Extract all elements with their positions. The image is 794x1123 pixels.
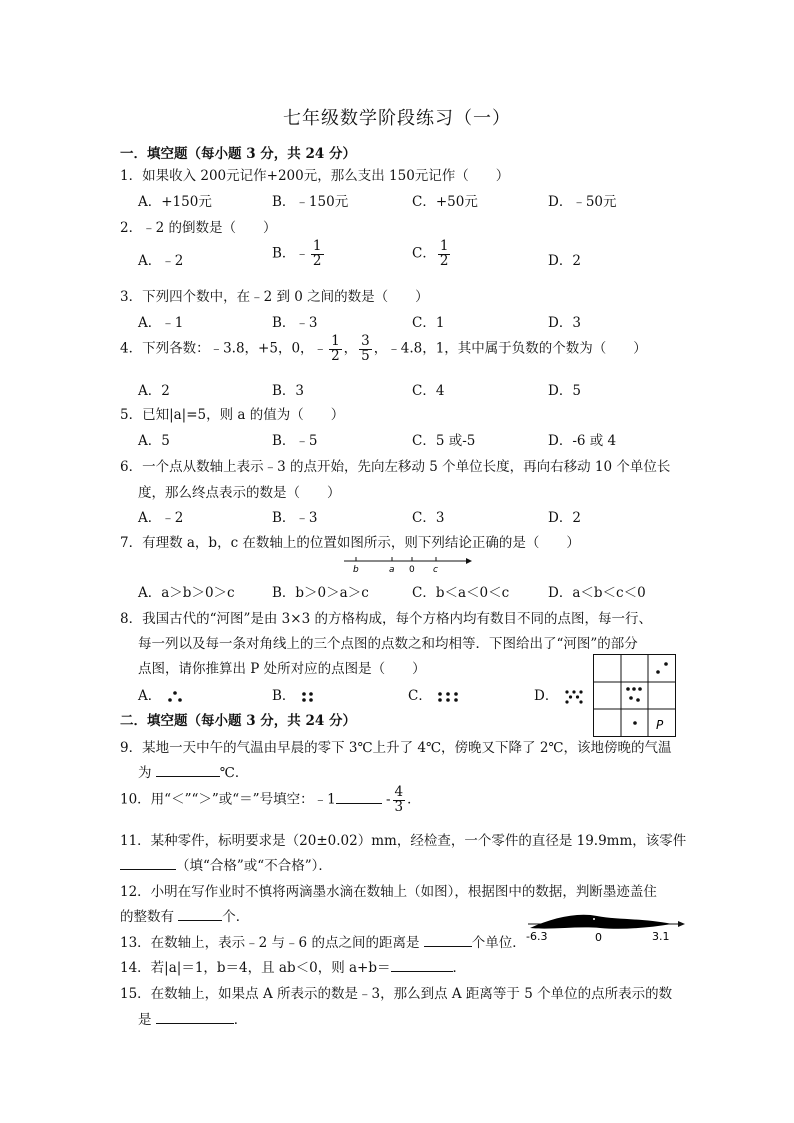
- q6-option-a: A．﹣2: [138, 510, 184, 526]
- q7-option-d: D．a＜b＜c＜0: [548, 585, 646, 601]
- q2-option-c-prefix: C．: [412, 245, 436, 262]
- q7-number-line: [340, 554, 475, 576]
- q4-stem: [120, 335, 647, 363]
- axis-arrow: [678, 921, 685, 927]
- q1-option-d: D．﹣50元: [548, 194, 617, 210]
- dots-7-icon: [563, 689, 585, 705]
- q9-line-2-start: 为: [138, 765, 156, 781]
- dots-4-icon: [300, 690, 316, 704]
- cell-top-right-dots: [656, 662, 668, 674]
- q3-option-a: A．﹣1: [138, 315, 184, 331]
- q12-line-2-start: 的整数有: [120, 909, 179, 925]
- q10-stem-mid: -: [381, 791, 391, 808]
- axis-label-b: b: [353, 565, 359, 575]
- q8-option-d-label: D．: [534, 688, 559, 704]
- q12-line-2-end: 个．: [222, 909, 250, 925]
- fraction-numerator: 4: [394, 784, 404, 800]
- q13-stem: [120, 931, 526, 951]
- q15-answer-blank[interactable]: [156, 1009, 234, 1024]
- fraction-denominator: 2: [331, 347, 340, 364]
- q2-option-b-prefix: B．﹣: [272, 245, 309, 262]
- q14-answer-blank[interactable]: [391, 957, 453, 972]
- q3-option-b: B．﹣3: [272, 315, 318, 331]
- q1-option-c: C．+50元: [412, 194, 478, 210]
- q5-option-c: C．5 或-5: [412, 433, 476, 449]
- q8-option-b: [272, 684, 316, 704]
- axis-arrow: [466, 558, 472, 564]
- q6-option-c: C．3: [412, 510, 445, 526]
- q1-option-b: B．﹣150元: [272, 194, 349, 210]
- q6-option-b: B．﹣3: [272, 510, 318, 526]
- q4-option-b: B．3: [272, 383, 305, 399]
- q9-line-2-end: ℃．: [219, 765, 249, 781]
- q14-stem: [120, 956, 466, 976]
- q12-answer-blank[interactable]: [178, 906, 222, 921]
- q2-option-c-fraction: [438, 240, 451, 268]
- q15-line-2-start: 是: [138, 1012, 156, 1028]
- ink-blot: [530, 915, 672, 929]
- q2-stem: 2．﹣2 的倒数是（ ）: [120, 220, 277, 236]
- q1-stem: 1．如果收入 200元记作+200元，那么支出 150元记作（ ）: [120, 168, 510, 184]
- q11-line-2: [120, 854, 332, 874]
- q14-stem-start: 14．若|a|＝1，b＝4，且 ab＜0，则 a+b＝: [120, 960, 391, 976]
- hetu-grid: [593, 654, 677, 738]
- dots-6-icon: [436, 690, 460, 704]
- q2-option-d: D．2: [548, 253, 581, 269]
- q8-option-a-label: A．: [138, 688, 162, 704]
- dots-3-icon: [166, 690, 184, 704]
- q13-stem-end: 个单位．: [471, 935, 526, 951]
- q9-line-2: [138, 761, 248, 781]
- q3-option-c: C．1: [412, 315, 445, 331]
- section-1-heading: 一．填空题（每小题 3 分，共 24 分）: [120, 146, 356, 162]
- q11-answer-blank[interactable]: [120, 855, 176, 870]
- q7-option-c: C．b＜a＜0＜c: [412, 585, 510, 601]
- q12-line-1: 12．小明在写作业时不慎将两滴墨水滴在数轴上（如图），根据图中的数据，判断墨迹盖住: [120, 884, 657, 900]
- q8-option-c: [408, 684, 460, 704]
- q3-option-d: D．3: [548, 315, 581, 331]
- q13-answer-blank[interactable]: [424, 932, 472, 947]
- fraction-denominator: 3: [394, 798, 404, 815]
- q9-line-1: 9．某地一天中午的气温由早晨的零下 3℃上升了 4℃，傍晚又下降了 2℃，该地傍晚的气温: [120, 740, 672, 756]
- q8-option-d: [534, 684, 585, 705]
- q2-option-b-fraction: [311, 240, 324, 268]
- q12-ink-number-line: [522, 904, 688, 944]
- q4-stem-start: 4．下列各数：﹣3.8，+5，0，﹣: [120, 340, 328, 357]
- q6-line-2: 度，那么终点表示的数是（ ）: [138, 485, 341, 501]
- q8-line-3: 点图，请你推算出 P 处所对应的点图是（ ）: [138, 661, 426, 677]
- q6-option-d: D．2: [548, 510, 581, 526]
- q2-option-c: [412, 240, 452, 268]
- q4-separator: ，: [343, 340, 358, 357]
- q4-option-a: A．2: [138, 383, 170, 399]
- q15-line-2: [138, 1008, 247, 1028]
- page-title: 七年级数学阶段练习（一）: [283, 108, 511, 129]
- q6-line-1: 6．一个点从数轴上表示﹣3 的点开始，先向左移动 5 个单位长度，再向右移动 10 个单位长: [120, 459, 671, 475]
- q7-stem: 7．有理数 a，b，c 在数轴上的位置如图所示，则下列结论正确的是（ ）: [120, 535, 580, 551]
- fraction-denominator: 2: [439, 252, 449, 269]
- q7-option-b: B．b＞0＞a＞c: [272, 585, 369, 601]
- zero-point: [593, 918, 595, 920]
- q14-stem-end: ．: [452, 960, 467, 976]
- q15-line-1: 15．在数轴上，如果点 A 所表示的数是﹣3，那么到点 A 距离等于 5 个单位的点所表示的数: [120, 986, 673, 1002]
- q3-stem: 3．下列四个数中，在﹣2 到 0 之间的数是（ ）: [120, 289, 429, 305]
- q5-stem: 5．已知|a|=5，则 a 的值为（ ）: [120, 407, 345, 423]
- q5-option-a: A．5: [138, 433, 170, 449]
- q9-answer-blank[interactable]: [156, 762, 220, 777]
- q10-stem-start: 10．用“＜”“＞”或“＝”号填空：﹣1: [120, 791, 336, 808]
- q10-stem: [120, 786, 421, 814]
- fraction-denominator: 2: [312, 252, 322, 269]
- q8-option-b-label: B．: [272, 688, 296, 704]
- section-2-heading: 二．填空题（每小题 3 分，共 24 分）: [120, 713, 356, 729]
- q4-stem-end: ，﹣4.8，1，其中属于负数的个数为（ ）: [373, 340, 647, 357]
- axis-label-c: c: [433, 565, 438, 575]
- q10-answer-blank[interactable]: [336, 789, 382, 804]
- q5-option-d: D．-6 或 4: [548, 433, 617, 449]
- q11-line-1: 11．某种零件，标明要求是（20±0.02）mm，经检查，一个零件的直径是 19.9mm，该零件: [120, 833, 687, 849]
- q8-line-1: 8．我国古代的“河图”是由 3×3 的方格构成，每个方格内均有数目不同的点图，每一行、: [120, 611, 652, 627]
- axis-label-0: 0: [595, 931, 602, 944]
- q2-option-b: [272, 240, 326, 268]
- fraction-numerator: 1: [439, 238, 449, 254]
- fraction-denominator: 5: [361, 347, 370, 364]
- q12-line-2: [120, 905, 249, 925]
- axis-label-a: a: [389, 565, 395, 575]
- q15-line-2-end: ．: [233, 1012, 248, 1028]
- q7-option-a: A．a＞b＞0＞c: [138, 585, 235, 601]
- axis-label-0: 0: [409, 565, 415, 575]
- grid-p-label: P: [656, 718, 664, 732]
- q4-option-d: D．5: [548, 383, 581, 399]
- q4-fraction-2: [359, 335, 372, 363]
- q13-stem-start: 13．在数轴上，表示﹣2 与﹣6 的点之间的距离是: [120, 935, 424, 951]
- q1-option-a: A．+150元: [138, 194, 212, 210]
- fraction-numerator: 1: [331, 333, 340, 349]
- q10-stem-end: ．: [407, 791, 421, 808]
- q4-option-c: C．4: [412, 383, 445, 399]
- q8-option-a: [138, 684, 184, 704]
- q2-option-a: A．﹣2: [138, 253, 184, 269]
- q5-option-b: B．﹣5: [272, 433, 318, 449]
- q10-fraction: [393, 786, 406, 814]
- axis-label-3-1: 3.1: [652, 930, 670, 943]
- axis-label-neg-6-3: -6.3: [526, 930, 548, 943]
- q8-line-2: 每一列以及每一条对角线上的三个点图的点数之和均相等．下图给出了“河图”的部分: [138, 636, 638, 652]
- q11-line-2-text: （填“合格”或“不合格”）．: [176, 858, 332, 874]
- q4-fraction-1: [329, 335, 342, 363]
- cell-bottom-middle-dots: [633, 721, 637, 725]
- cell-center-dots: [626, 687, 642, 702]
- fraction-numerator: 1: [312, 238, 322, 254]
- fraction-numerator: 3: [361, 333, 370, 349]
- q8-option-c-label: C．: [408, 688, 432, 704]
